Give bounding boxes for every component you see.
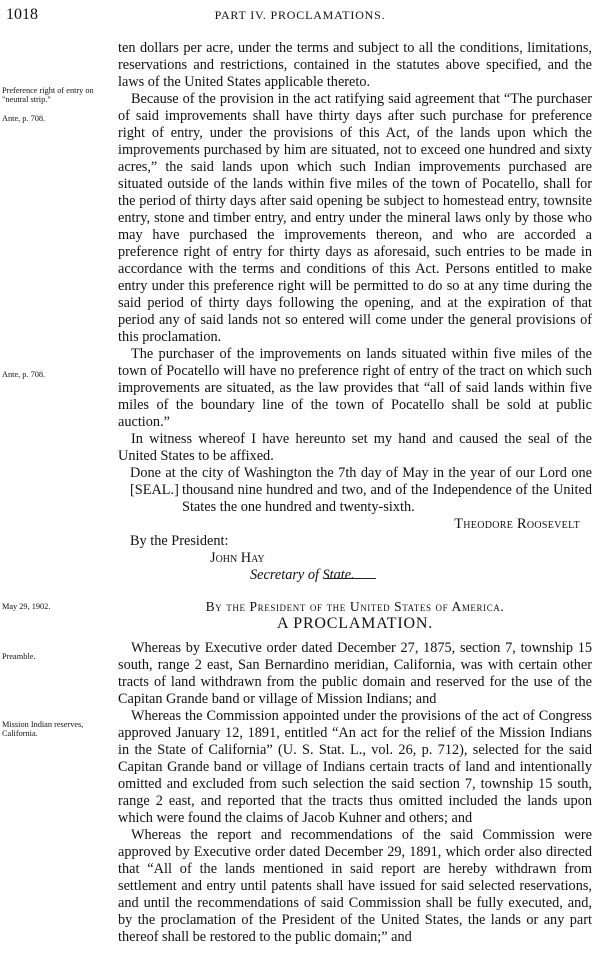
margin-note-date: May 29, 1902. <box>2 602 51 611</box>
paragraph: ten dollars per acre, under the terms and subject to all the conditions, limitations, reservations and restrictions, contained in the statutes above specified, and the laws of the United States applicable thereto. <box>118 40 592 90</box>
page-number: 1018 <box>6 6 38 23</box>
by-the-president: By the President: <box>130 533 229 549</box>
secretary-title: Secretary of State. <box>250 567 355 583</box>
dateline-block <box>118 465 592 516</box>
proclamation-heading: By the President of the United States of America. <box>205 599 505 614</box>
proclamation-new <box>118 598 592 946</box>
running-head: PART IV. PROCLAMATIONS. <box>214 8 386 22</box>
margin-note-ante-second: Ante, p. 708. <box>2 370 46 379</box>
margin-note-preference: Preference right of entry on "neutral strip." <box>2 86 94 105</box>
paragraph: Whereas the Commission appointed under the provisions of the act of Congress approved January 12, 1891, entitled “An act for the relief of the Mission Indians in the State of California” (U. S. Stat. L., vol. 26, p. 712), selected for the said Capitan Grande band or village of Indians certain tracts of land and intentionally omitted and excluded from such selection the said section 7, township 15 south, range 2 east, and reported that the tracts thus omitted included the lands upon which were found the claims of Jacob Kuhner and others; and <box>118 708 592 826</box>
proclamation-title: A PROCLAMATION. <box>276 615 433 632</box>
seal-label: [SEAL.] <box>130 482 179 498</box>
margin-note-mission: Mission Indian reserves, California. <box>2 720 84 739</box>
paragraph: Because of the provision in the act ratifying said agreement that “The purchaser of said improvements shall have thirty days after such purchase for preference right of entry, under the provisions of this Act, of the lands upon which the improvements purchased by him are situated, not to exceed one hundred and sixty acres,” the said lands upon which such Indian improvements purchased are situated outside of the lands within five miles of the town of Pocatello, shall for the period of thirty days after said opening be subject to homestead entry, townsite entry, stone and timber entry, and entry under the mineral laws only by those who may have purchased the improvements thereon, and who are accorded a preference right of entry for thirty days as aforesaid, such entries to be made in accordance with the terms and conditions of this Act. Persons entitled to make entry under this preference right will be permitted to do so at any time during the said period of thirty days following the opening, and at the expiration of that period any of said lands not so entered will come under the general provisions of this proclamation. <box>118 91 592 345</box>
signature: Theodore Roosevelt <box>454 516 580 532</box>
paragraph: Whereas the report and recommendations of the said Commission were approved by Executive order dated December 29, 1891, which order also directed that “All of the lands mentioned in said report are hereby withdrawn from settlement and entry until patents shall have issued for said selected reservations, and until the recommendations of said Commission shall be fully executed, and, by the proclamation of the President of the United States, the lands or any part thereof shall be restored to the public domain;” and <box>118 827 592 945</box>
dateline: Done at the city of Washington the 7th day of May in the year of our Lord one thousand nine hundred and two, and of the Independence of the United States the one hundred and twenty-sixth. <box>130 465 592 515</box>
witness-paragraph: In witness whereof I have hereunto set my hand and caused the seal of the United States to be affixed. <box>118 431 592 464</box>
proclamation-continuation <box>118 40 592 584</box>
section-divider <box>324 578 376 579</box>
margin-note-ante-first: Ante, p. 708. <box>2 114 46 123</box>
secretary-name: John Hay <box>210 550 265 566</box>
paragraph: The purchaser of the improvements on lands situated within five miles of the town of Pocatello will have no preference right of entry of the tract on which such improvements are situated, as the law provides that “all of said lands within five miles of the boundary line of the town of Pocatello shall be sold at public auction.” <box>118 346 592 430</box>
margin-note-preamble: Preamble. <box>2 652 36 661</box>
page-header <box>0 6 600 28</box>
paragraph: Whereas by Executive order dated December 27, 1875, section 7, township 15 south, range 2 east, San Bernardino meridian, California, was with certain other tracts of land withdrawn from the public domain and reserved for the use of the Capitan Grande band or village of Mission Indians; and <box>118 640 592 707</box>
